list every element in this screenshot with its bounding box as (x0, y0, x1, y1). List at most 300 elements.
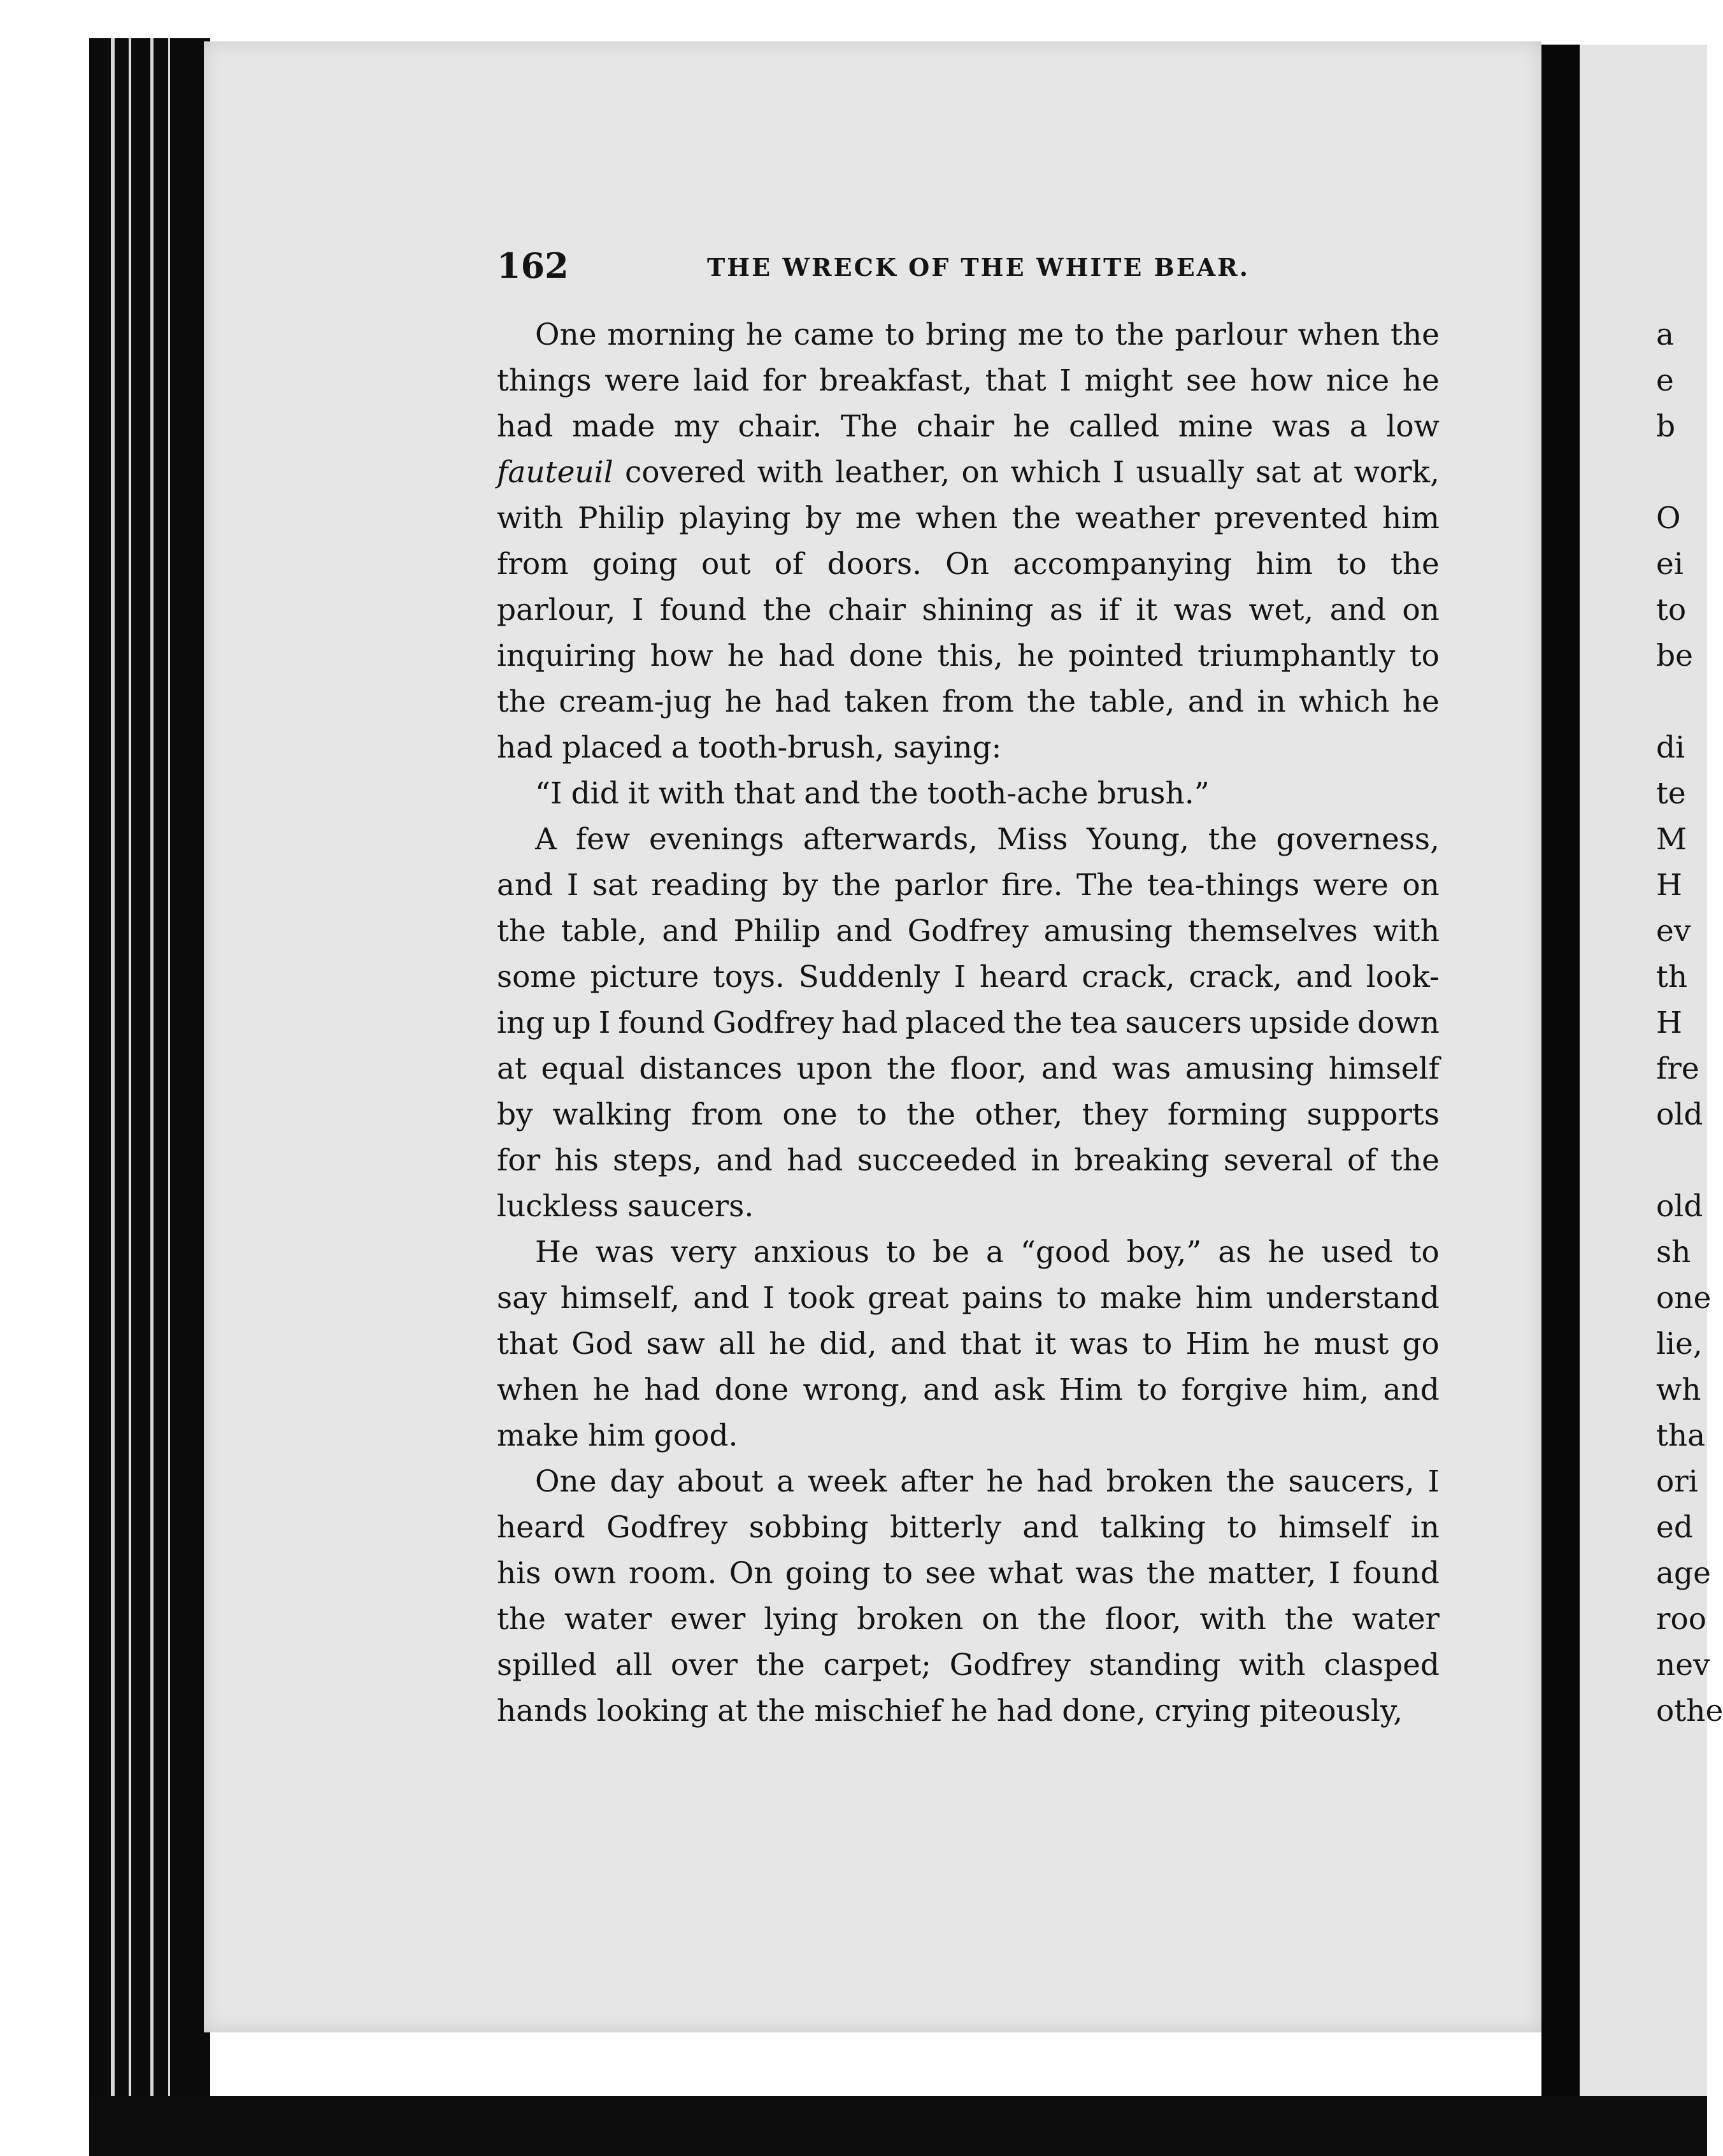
word: On (945, 547, 989, 582)
facing-page-fragment: to (1656, 593, 1687, 628)
word: very (671, 1235, 737, 1270)
word: water (1352, 1602, 1440, 1637)
word: might (1084, 363, 1173, 398)
word: table, (1089, 684, 1175, 719)
word: broken (857, 1602, 964, 1637)
word: with (658, 776, 726, 811)
word: and (497, 868, 554, 903)
facing-page-fragment: H (1656, 1005, 1682, 1040)
word: I (1112, 455, 1125, 490)
word: The (1076, 868, 1134, 903)
word: Godfrey (907, 914, 1029, 949)
word: forming (1167, 1097, 1288, 1132)
word: me (1017, 317, 1064, 352)
word: sobbing (748, 1510, 869, 1545)
text-line (497, 1321, 1440, 1367)
text-line (497, 1000, 1440, 1046)
word: saucers, (1288, 1464, 1415, 1499)
word: work, (1354, 455, 1440, 490)
word: the (1390, 317, 1440, 352)
word: and (804, 776, 861, 811)
word: when (1298, 317, 1380, 352)
word: him, (1302, 1372, 1369, 1407)
word: I (1328, 1556, 1341, 1591)
word: the (887, 1051, 936, 1086)
facing-page-fragment: b (1656, 409, 1676, 444)
text-line (497, 1551, 1440, 1597)
word: Philip (733, 914, 821, 949)
word: ing (497, 1005, 545, 1040)
word: Philip (577, 501, 665, 536)
word: must (1313, 1326, 1389, 1362)
binding-stripe (150, 38, 154, 2096)
word: chair. (738, 409, 822, 444)
word: was (1173, 593, 1233, 628)
word: it (627, 776, 650, 811)
word: I (954, 959, 966, 995)
word: matter, (1208, 1556, 1317, 1591)
word: he (769, 1326, 806, 1362)
word: saying: (893, 730, 1002, 765)
word: and (1187, 684, 1245, 719)
word: Godfrey (712, 1005, 834, 1040)
word: and (693, 1281, 750, 1316)
word: The (840, 409, 898, 444)
word: the (497, 1602, 546, 1637)
word: on (982, 1602, 1019, 1637)
word: he (1402, 684, 1440, 719)
word: parlour (1175, 317, 1287, 352)
word: they (1082, 1097, 1148, 1132)
word: as (1218, 1235, 1252, 1270)
word: supports (1306, 1097, 1440, 1132)
word: the (497, 684, 546, 719)
word: good. (654, 1418, 738, 1453)
word: that (734, 776, 796, 811)
word: chair (916, 409, 994, 444)
word: were (604, 363, 680, 398)
facing-page-fragment: M (1656, 822, 1687, 857)
facing-page-fragment: nev (1656, 1648, 1710, 1683)
word: ask (993, 1372, 1045, 1407)
facing-page-fragment: old (1656, 1097, 1703, 1132)
word: room. (628, 1556, 717, 1591)
facing-page-fragment (1656, 450, 1723, 496)
word: had (996, 1693, 1054, 1728)
word: understand (1266, 1281, 1440, 1316)
word: and (1296, 959, 1353, 995)
word: toys. (713, 959, 785, 995)
word: breaking (1074, 1143, 1210, 1178)
word: which (1299, 684, 1390, 719)
word: saucers (1125, 1005, 1242, 1040)
word: boy,” (1126, 1235, 1202, 1270)
word: and (1022, 1510, 1079, 1545)
word: to (882, 1556, 913, 1591)
facing-page-fragment: tha (1656, 1418, 1706, 1453)
word: usually (1136, 455, 1244, 490)
word: crack, (1082, 959, 1175, 995)
word: fire. (1001, 868, 1063, 903)
word: weather (1075, 501, 1200, 536)
word: down (1357, 1005, 1440, 1040)
facing-page-fragment: e (1656, 363, 1674, 398)
word: brush.” (1097, 776, 1210, 811)
word: the (1027, 684, 1076, 719)
word: Godfrey (949, 1648, 1071, 1683)
text-line (497, 1505, 1440, 1551)
word: of (1347, 1143, 1376, 1178)
word: governess, (1276, 822, 1440, 857)
word: himself (1278, 1510, 1390, 1545)
word: doors. (827, 547, 922, 582)
word: One (535, 317, 597, 352)
word: distances (639, 1051, 783, 1086)
word: had (775, 684, 831, 719)
word: which (1010, 455, 1101, 490)
word: I (566, 868, 579, 903)
text-line (497, 587, 1440, 633)
word: wet, (1248, 593, 1314, 628)
text-line (497, 404, 1440, 450)
word: all (615, 1648, 653, 1683)
word: Him (1185, 1326, 1250, 1362)
text-line (497, 1276, 1440, 1321)
word: in (1410, 1510, 1440, 1545)
word: to (885, 1235, 917, 1270)
word: Young, (1087, 822, 1189, 857)
word: A (535, 822, 557, 857)
word: himself (1328, 1051, 1440, 1086)
word: taken (844, 684, 929, 719)
binding-stripe (168, 38, 170, 2096)
word: playing (679, 501, 791, 536)
word: that (985, 363, 1047, 398)
word: his (554, 1143, 599, 1178)
word: picture (590, 959, 699, 995)
text-line (497, 1688, 1440, 1734)
word: from (690, 1097, 763, 1132)
word: on (961, 455, 999, 490)
text-line (497, 863, 1440, 909)
facing-page-fragment: a (1656, 317, 1675, 352)
word: crying (1154, 1693, 1251, 1728)
word: parlour, (497, 593, 616, 628)
word: go (1402, 1326, 1440, 1362)
word: and (662, 914, 719, 949)
word: crack, (1189, 959, 1282, 995)
word: I (598, 1005, 611, 1040)
word: bring (926, 317, 1008, 352)
word: with (1199, 1602, 1266, 1637)
running-title: THE WRECK OF THE WHITE BEAR. (707, 253, 1250, 282)
word: the (831, 868, 881, 903)
word: his (497, 1556, 541, 1591)
word: had (778, 638, 835, 673)
word: the (1012, 501, 1061, 536)
word: floor, (950, 1051, 1027, 1086)
word: tooth-ache (927, 776, 1089, 811)
word: heard (497, 1510, 585, 1545)
word: at (1312, 455, 1343, 490)
word: were (1313, 868, 1389, 903)
word: the (1390, 547, 1440, 582)
word: Him (1059, 1372, 1123, 1407)
word: it (1136, 593, 1158, 628)
word: to (885, 317, 915, 352)
word: done (848, 638, 924, 673)
word: up (552, 1005, 591, 1040)
word: accompanying (1013, 547, 1233, 582)
word: mine (1178, 409, 1254, 444)
word: pointed (1068, 638, 1183, 673)
text-line (497, 1046, 1440, 1092)
word: in (1257, 684, 1286, 719)
word: the (755, 1648, 805, 1683)
word: with (1239, 1648, 1306, 1683)
word: lying (764, 1602, 839, 1637)
facing-page-fragment: sh (1656, 1235, 1691, 1270)
word: a (985, 1235, 1004, 1270)
facing-page-text (1656, 312, 1723, 1734)
word: a (1349, 409, 1368, 444)
text-line (497, 542, 1440, 587)
word: he (1013, 409, 1050, 444)
word: tea (1069, 1005, 1118, 1040)
word: if (1099, 593, 1120, 628)
text-line (497, 450, 1440, 496)
word: was (1271, 409, 1331, 444)
word: themselves (1187, 914, 1358, 949)
word: when (497, 1372, 579, 1407)
word: shining (922, 593, 1034, 628)
word: mischief (814, 1693, 942, 1728)
word: Godfrey (606, 1510, 728, 1545)
word: did (571, 776, 619, 811)
word: with (497, 501, 564, 536)
word: the (1226, 1464, 1275, 1499)
facing-page-fragment: wh (1656, 1372, 1701, 1407)
word: one (782, 1097, 838, 1132)
word: the (1146, 1556, 1196, 1591)
word: and (716, 1143, 773, 1178)
facing-page-fragment: roo (1656, 1602, 1707, 1637)
word: table, (561, 914, 647, 949)
word: had (497, 730, 554, 765)
facing-page-fragment: one (1656, 1281, 1712, 1316)
word: as (1049, 593, 1083, 628)
word: talking (1100, 1510, 1206, 1545)
word: by (497, 1097, 533, 1132)
text-line (497, 909, 1440, 954)
word: and (1041, 1051, 1098, 1086)
word: the (1284, 1602, 1334, 1637)
word: on (1402, 593, 1440, 628)
word: done, (1062, 1693, 1146, 1728)
word: carpet; (823, 1648, 931, 1683)
word: prevented (1213, 501, 1368, 536)
word: over (670, 1648, 738, 1683)
word: pains (962, 1281, 1043, 1316)
binding-stripe (129, 38, 131, 2096)
word: saucers. (627, 1189, 754, 1224)
text-line (497, 679, 1440, 725)
word: had (787, 1143, 843, 1178)
word: to (1409, 638, 1440, 673)
word: he (1017, 638, 1055, 673)
word: bitterly (890, 1510, 1001, 1545)
word: clasped (1324, 1648, 1440, 1683)
word: of (774, 547, 804, 582)
word: amusing (1043, 914, 1173, 949)
word: did, (819, 1326, 877, 1362)
word: him (1255, 547, 1313, 582)
word: the (497, 914, 546, 949)
word: other, (975, 1097, 1063, 1132)
word: had (644, 1372, 701, 1407)
word: tooth-brush, (697, 730, 885, 765)
word: it (1034, 1326, 1057, 1362)
word: for (762, 363, 806, 398)
word: when (915, 501, 998, 536)
word: own (553, 1556, 617, 1591)
word: the (1013, 1005, 1062, 1040)
word: afterwards, (803, 822, 978, 857)
word: day (610, 1464, 664, 1499)
body-text (497, 312, 1440, 1734)
word: hands (497, 1693, 588, 1728)
bottom-margin (89, 2096, 1707, 2156)
word: was (1112, 1051, 1171, 1086)
text-line (497, 358, 1440, 404)
word: this, (937, 638, 1003, 673)
word: On (729, 1556, 773, 1591)
word: sat (1255, 455, 1301, 490)
word: to (1137, 1372, 1168, 1407)
text-line (497, 1230, 1440, 1276)
word: anxious (753, 1235, 869, 1270)
facing-page-fragment: O (1656, 501, 1681, 536)
word: my (673, 409, 719, 444)
word: make (1099, 1281, 1182, 1316)
word: to (1409, 1235, 1440, 1270)
word: all (718, 1326, 755, 1362)
facing-page-fragment: ori (1656, 1464, 1698, 1499)
word: himself, (560, 1281, 680, 1316)
word: was (595, 1235, 655, 1270)
facing-page-fragment: ed (1656, 1510, 1693, 1545)
word: fauteuil (497, 455, 613, 490)
word: floor, (1105, 1602, 1182, 1637)
word: he (950, 1693, 988, 1728)
word: and (836, 914, 892, 949)
word: standing (1089, 1648, 1221, 1683)
word: he (727, 638, 764, 673)
word: found (1352, 1556, 1440, 1591)
word: One (535, 1464, 597, 1499)
word: on (1402, 868, 1440, 903)
word: amusing (1185, 1051, 1315, 1086)
word: from (497, 547, 569, 582)
word: water (564, 1602, 652, 1637)
word: luckless (497, 1189, 619, 1224)
text-line (497, 1413, 1440, 1459)
word: God (571, 1326, 633, 1362)
word: for (497, 1143, 541, 1178)
word: how (1250, 363, 1313, 398)
facing-page-fragment: lie, (1656, 1326, 1703, 1362)
word: the (1208, 822, 1257, 857)
word: called (1068, 409, 1160, 444)
word: me (855, 501, 902, 536)
word: I (631, 593, 644, 628)
word: upon (796, 1051, 873, 1086)
word: in (1031, 1143, 1060, 1178)
text-line (497, 771, 1440, 817)
word: he (592, 1372, 630, 1407)
word: chair (827, 593, 906, 628)
page-gutter-edge (1541, 45, 1580, 2112)
binding-stripe (111, 38, 115, 2096)
text-line (497, 496, 1440, 542)
word: evenings (648, 822, 784, 857)
word: see (1185, 363, 1237, 398)
text-line (497, 1459, 1440, 1505)
word: that (497, 1326, 559, 1362)
word: from (942, 684, 1014, 719)
word: several (1223, 1143, 1333, 1178)
facing-page-fragment: di (1656, 730, 1685, 765)
word: the (1037, 1602, 1087, 1637)
word: walking (552, 1097, 672, 1132)
word: inquiring (497, 638, 636, 673)
word: to (1336, 547, 1367, 582)
facing-page-fragment: ei (1656, 547, 1684, 582)
word: he (724, 684, 762, 719)
text-line (497, 1138, 1440, 1184)
word: equal (541, 1051, 625, 1086)
facing-page-fragment: old (1656, 1189, 1703, 1224)
word: great (867, 1281, 949, 1316)
word: broken (1106, 1464, 1213, 1499)
text-line (497, 633, 1440, 679)
word: by (782, 868, 819, 903)
word: going (785, 1556, 871, 1591)
word: was (1069, 1326, 1129, 1362)
word: and (1383, 1372, 1440, 1407)
text-line (497, 1184, 1440, 1230)
word: be (933, 1235, 969, 1270)
word: a (776, 1464, 795, 1499)
facing-page-fragment (1656, 1138, 1723, 1184)
facing-page-fragment: te (1656, 776, 1686, 811)
word: tea-things (1147, 868, 1300, 903)
word: him (1195, 1281, 1253, 1316)
word: “good (1020, 1235, 1110, 1270)
word: week (808, 1464, 887, 1499)
word: things (497, 363, 592, 398)
word: with (1373, 914, 1440, 949)
word: spilled (497, 1648, 597, 1683)
word: say (497, 1281, 547, 1316)
word: looking (596, 1693, 709, 1728)
word: about (676, 1464, 764, 1499)
facing-page-fragment: age (1656, 1556, 1711, 1591)
word: he (746, 317, 783, 352)
text-line (497, 1642, 1440, 1688)
word: the (906, 1097, 956, 1132)
text-line (497, 1597, 1440, 1642)
